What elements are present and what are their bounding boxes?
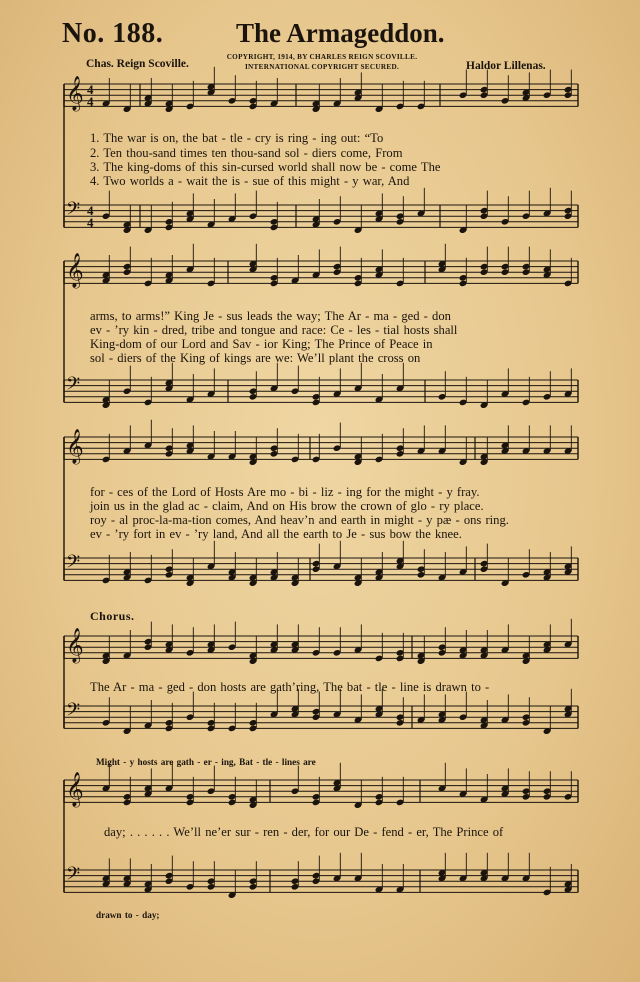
chorus-label: Chorus.: [90, 609, 135, 623]
composer-credit: Chas. Reign Scoville.: [86, 58, 189, 70]
verse-2-line-2: ev - ’ry kin - dred, tribe and tongue and race: Ce - les - tial hosts shall: [90, 323, 458, 337]
copyright-line-2: INTERNATIONAL COPYRIGHT SECURED.: [244, 63, 400, 71]
treble-clef-icon: 𝄞: [66, 429, 84, 464]
verse-2-line-1: 2. Ten thou-sand times ten thou-sand sol - diers come, From: [90, 146, 403, 160]
verse-1-line-1: 1. The war is on, the bat - tle - cry is ring - ing out: “To: [90, 131, 384, 145]
arranger-credit: Haldor Lillenas.: [466, 60, 546, 72]
chorus-line-1: The Ar - ma - ged - don hosts are gath’ring, The bat - tle - line is drawn to -: [90, 680, 490, 694]
verse-4-line-1: 4. Two worlds a - wait the is - sue of this might - y war, And: [90, 174, 410, 188]
hymn-title: The Armageddon.: [236, 18, 445, 48]
time-signature-top: 4: [87, 82, 94, 97]
verse-4-line-3: ev - ’ry fort in ev - ’ry land, And all the earth to Je - sus bow the knee.: [90, 527, 462, 541]
treble-clef-icon: 𝄞: [66, 253, 84, 288]
time-signature-bottom: 4: [87, 215, 94, 230]
treble-clef-icon: 𝄞: [66, 772, 84, 807]
verse-1-line-3: for - ces of the Lord of Hosts Are mo - bi - liz - ing for the might - y fray.: [90, 485, 480, 499]
verse-3-line-2: King-dom of our Lord and Sav - ior King; The Prince of Peace in: [90, 337, 433, 351]
verse-3-line-1: 3. The king-doms of this sin-cursed world shall now be - come The: [90, 160, 441, 174]
verse-1-line-2: arms, to arms!” King Je - sus leads the way; The Ar - ma - ged - don: [90, 309, 451, 323]
bass-clef-icon: 𝄢: [66, 552, 81, 577]
time-signature-top: 4: [87, 203, 94, 218]
hymn-number: No. 188.: [62, 18, 164, 49]
time-signature-bottom: 4: [87, 94, 94, 109]
treble-clef-icon: 𝄞: [66, 628, 84, 663]
verse-4-line-2: sol - diers of the King of kings are we: We’ll plant the cross on: [90, 351, 421, 365]
verse-2-line-3: join us in the glad ac - claim, And on His brow the crown of glo - ry place.: [90, 499, 484, 513]
copyright-line-1: COPYRIGHT, 1914, BY CHARLES REIGN SCOVILLE.: [226, 53, 418, 61]
chorus-line-2: day; . . . . . . We’ll ne’er sur - ren - der, for our De - fend - er, The Prince of: [104, 825, 504, 839]
bass-clef-icon: 𝄢: [66, 864, 81, 889]
bass-clef-icon: 𝄢: [66, 700, 81, 725]
bass-clef-icon: 𝄢: [66, 199, 81, 224]
verse-3-line-3: roy - al proc-la-ma-tion comes, And heav’n and earth in might - y pæ - ons ring.: [90, 513, 509, 527]
chorus-bass-line-1: Might - y hosts are gath - er - ing, Bat - tle - lines are: [96, 757, 316, 767]
bass-clef-icon: 𝄢: [66, 374, 81, 399]
treble-clef-icon: 𝄞: [66, 76, 84, 111]
chorus-bass-line-2: drawn to - day;: [96, 910, 160, 920]
